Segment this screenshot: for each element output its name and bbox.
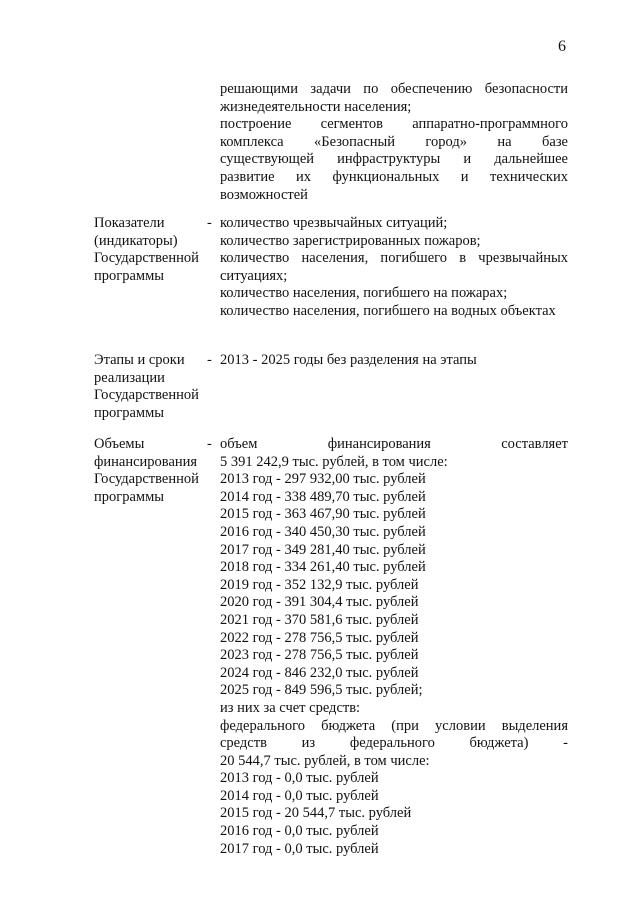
text-line: 2015 год - 363 467,90 тыс. рублей xyxy=(220,506,426,523)
text-line: 2020 год - 391 304,4 тыс. рублей xyxy=(220,594,419,611)
text-line: объем финансирования составляет xyxy=(220,436,568,452)
text-line: возможностей xyxy=(220,186,308,203)
text-line: 2016 год - 0,0 тыс. рублей xyxy=(220,823,379,840)
indicators-label xyxy=(94,215,206,285)
text-line: 2018 год - 334 261,40 тыс. рублей xyxy=(220,559,426,576)
row-dash: - xyxy=(207,215,212,231)
text-line: 2014 год - 0,0 тыс. рублей xyxy=(220,787,379,804)
text-line: 2024 год - 846 232,0 тыс. рублей xyxy=(220,664,419,681)
text-line: 2021 год - 370 581,6 тыс. рублей xyxy=(220,611,419,628)
text-line: количество населения, погибшего на водных объектах xyxy=(220,302,556,319)
text-line: жизнедеятельности населения; xyxy=(220,98,412,115)
text-line: 2014 год - 338 489,70 тыс. рублей xyxy=(220,488,426,505)
goals-continuation-text xyxy=(220,81,568,204)
label-line: Объемы xyxy=(94,436,145,452)
text-line: 2013 - 2025 годы без разделения на этапы xyxy=(220,352,477,368)
text-line: существующей инфраструктуры и дальнейшее xyxy=(220,151,568,168)
row-dash: - xyxy=(207,436,212,452)
stages-label xyxy=(94,352,206,422)
label-line: Государственной xyxy=(94,471,199,488)
funding-label xyxy=(94,436,206,506)
text-line: 2019 год - 352 132,9 тыс. рублей xyxy=(220,576,419,593)
label-line: программы xyxy=(94,488,164,505)
text-line: построение сегментов аппаратно-программного xyxy=(220,116,568,133)
label-line: Этапы и сроки xyxy=(94,352,185,368)
text-line: 2023 год - 278 756,5 тыс. рублей xyxy=(220,647,419,664)
text-line: 2025 год - 849 596,5 тыс. рублей; xyxy=(220,682,423,699)
label-line: Государственной xyxy=(94,250,199,267)
text-line: 2016 год - 340 450,30 тыс. рублей xyxy=(220,523,426,540)
text-line: количество зарегистрированных пожаров; xyxy=(220,232,481,249)
label-line: Государственной xyxy=(94,387,199,404)
funding-text xyxy=(220,436,568,858)
text-line: 2013 год - 297 932,00 тыс. рублей xyxy=(220,471,426,488)
text-line: 2013 год - 0,0 тыс. рублей xyxy=(220,770,379,787)
indicators-text xyxy=(220,215,568,321)
text-line: количество чрезвычайных ситуаций; xyxy=(220,215,448,231)
text-line: федерального бюджета (при условии выделения xyxy=(220,717,568,734)
text-line: 2015 год - 20 544,7 тыс. рублей xyxy=(220,805,412,822)
text-line: 2017 год - 0,0 тыс. рублей xyxy=(220,840,379,857)
page-number: 6 xyxy=(558,38,566,55)
label-line: программы xyxy=(94,267,164,284)
text-line: количество населения, погибшего на пожарах; xyxy=(220,285,508,302)
label-line: Показатели xyxy=(94,215,165,231)
text-line: 20 544,7 тыс. рублей, в том числе: xyxy=(220,752,430,769)
text-line: количество населения, погибшего в чрезвычайных xyxy=(220,250,568,267)
text-line: 2017 год - 349 281,40 тыс. рублей xyxy=(220,541,426,558)
text-line: 5 391 242,9 тыс. рублей, в том числе: xyxy=(220,453,448,470)
text-line: из них за счет средств: xyxy=(220,699,361,716)
text-line: 2022 год - 278 756,5 тыс. рублей xyxy=(220,629,419,646)
text-line: развитие их функциональных и технических xyxy=(220,168,568,185)
label-line: финансирования xyxy=(94,453,198,470)
label-line: реализации xyxy=(94,369,165,386)
text-line: ситуациях; xyxy=(220,267,288,284)
label-line: программы xyxy=(94,404,164,421)
stages-text xyxy=(220,352,568,370)
label-line: (индикаторы) xyxy=(94,232,178,249)
text-line: решающими задачи по обеспечению безопасности xyxy=(220,81,568,97)
text-line: комплекса «Безопасный город» на базе xyxy=(220,133,568,150)
row-dash: - xyxy=(207,352,212,368)
text-line: средств из федерального бюджета) - xyxy=(220,735,568,752)
